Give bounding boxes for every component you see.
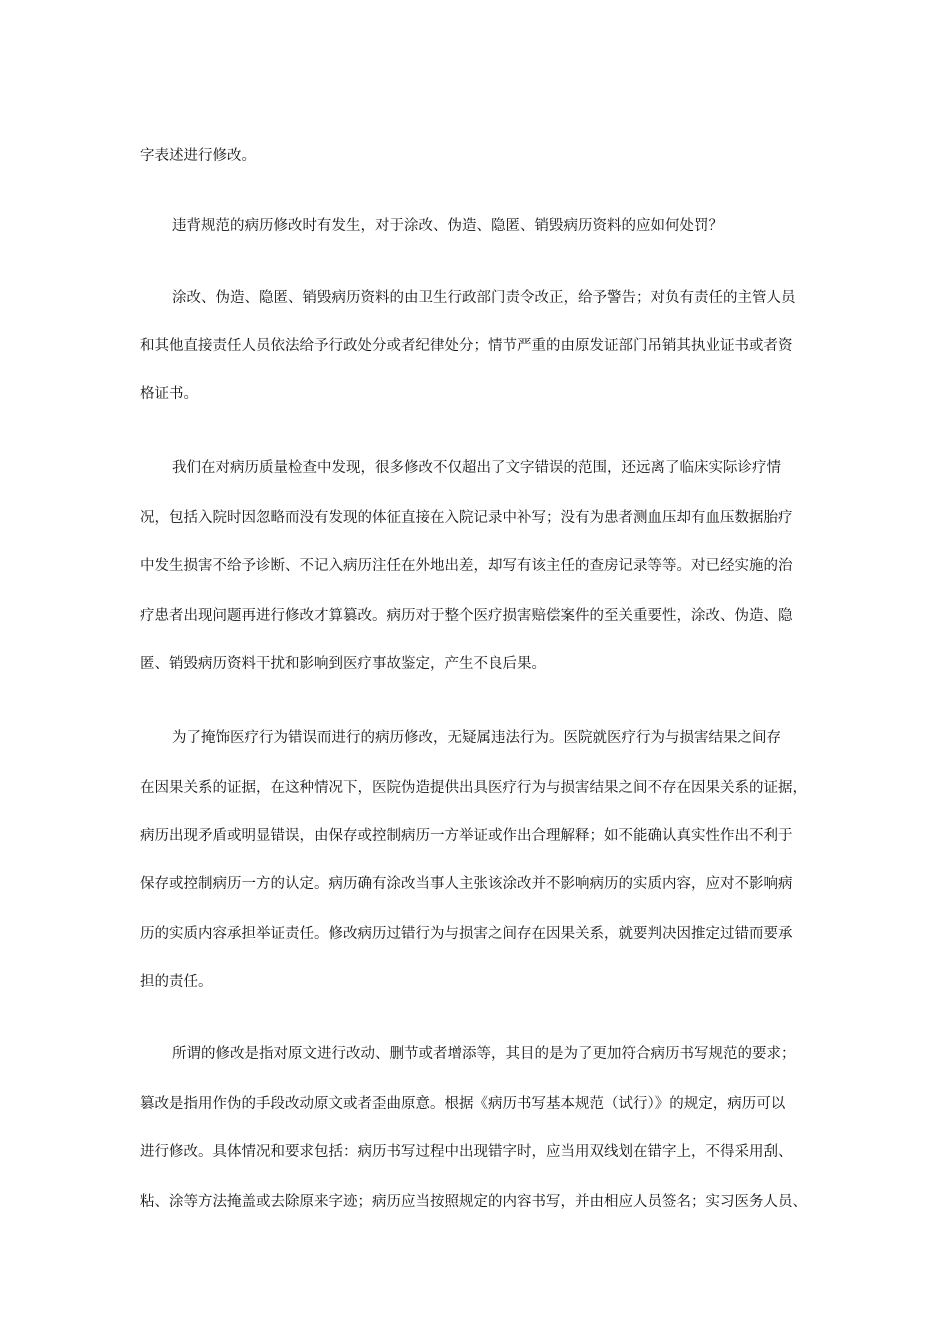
paragraph-3-line-4: 匿、销毁病历资料干扰和影响到医疗事故鉴定，产生不良后果。 <box>140 656 546 672</box>
paragraph-4-line-5: 担的责任。 <box>140 974 213 990</box>
paragraph-4-line-2: 病历出现矛盾或明显错误，由保存或控制病历一方举证或作出合理解释；如不能确认真实性作出不利于 <box>140 828 793 844</box>
paragraph-5-line-2: 进行修改。具体情况和要求包括：病历书写过程中出现错字时，应当用双线划在错字上，不得采用刮、 <box>140 1144 793 1160</box>
paragraph-3-line-3: 疗患者出现问题再进行修改才算篡改。病历对于整个医疗损害赔偿案件的至关重要性，涂改、伪造、隐 <box>140 608 793 624</box>
paragraph-3-line-0: 我们在对病历质量检查中发现，很多修改不仅超出了文字错误的范围，还远离了临床实际诊疗情 <box>172 460 781 476</box>
paragraph-0-line-0: 字表述进行修改。 <box>140 148 256 164</box>
paragraph-2-line-1: 和其他直接责任人员依法给予行政处分或者纪律处分；情节严重的由原发证部门吊销其执业证书或者资 <box>140 338 793 354</box>
paragraph-4-line-3: 保存或控制病历一方的认定。病历确有涂改当事人主张该涂改并不影响病历的实质内容，应对不影响病 <box>140 876 793 892</box>
paragraph-2-line-0: 涂改、伪造、隐匿、销毁病历资料的由卫生行政部门责令改正，给予警告；对负有责任的主管人员 <box>172 290 796 306</box>
paragraph-5-line-3: 粘、涂等方法掩盖或去除原来字迹；病历应当按照规定的内容书写，并由相应人员签名；实习医务人员、 <box>140 1194 807 1210</box>
paragraph-2-line-2: 格证书。 <box>140 386 198 402</box>
paragraph-5-line-0: 所谓的修改是指对原文进行改动、删节或者增添等，其目的是为了更加符合病历书写规范的要求； <box>172 1046 796 1062</box>
paragraph-4-line-0: 为了掩饰医疗行为错误而进行的病历修改，无疑属违法行为。医院就医疗行为与损害结果之间存 <box>172 730 781 746</box>
paragraph-3-line-1: 况，包括入院时因忽略而没有发现的体征直接在入院记录中补写；没有为患者测血压却有血压数据胎疗 <box>140 510 793 526</box>
paragraph-1-line-0: 违背规范的病历修改时有发生，对于涂改、伪造、隐匿、销毁病历资料的应如何处罚？ <box>172 218 723 234</box>
paragraph-3-line-2: 中发生损害不给予诊断、不记入病历注任在外地出差，却写有该主任的查房记录等等。对已经实施的治 <box>140 558 793 574</box>
paragraph-4-line-4: 历的实质内容承担举证责任。修改病历过错行为与损害之间存在因果关系，就要判决因推定过错而要承 <box>140 926 793 942</box>
paragraph-4-line-1: 在因果关系的证据，在这种情况下，医院伪造提供出具医疗行为与损害结果之间不存在因果关系的证据， <box>140 780 807 796</box>
paragraph-5-line-1: 篡改是指用作伪的手段改动原文或者歪曲原意。根据《病历书写基本规范（试行）》的规定，病历可以 <box>140 1096 786 1112</box>
